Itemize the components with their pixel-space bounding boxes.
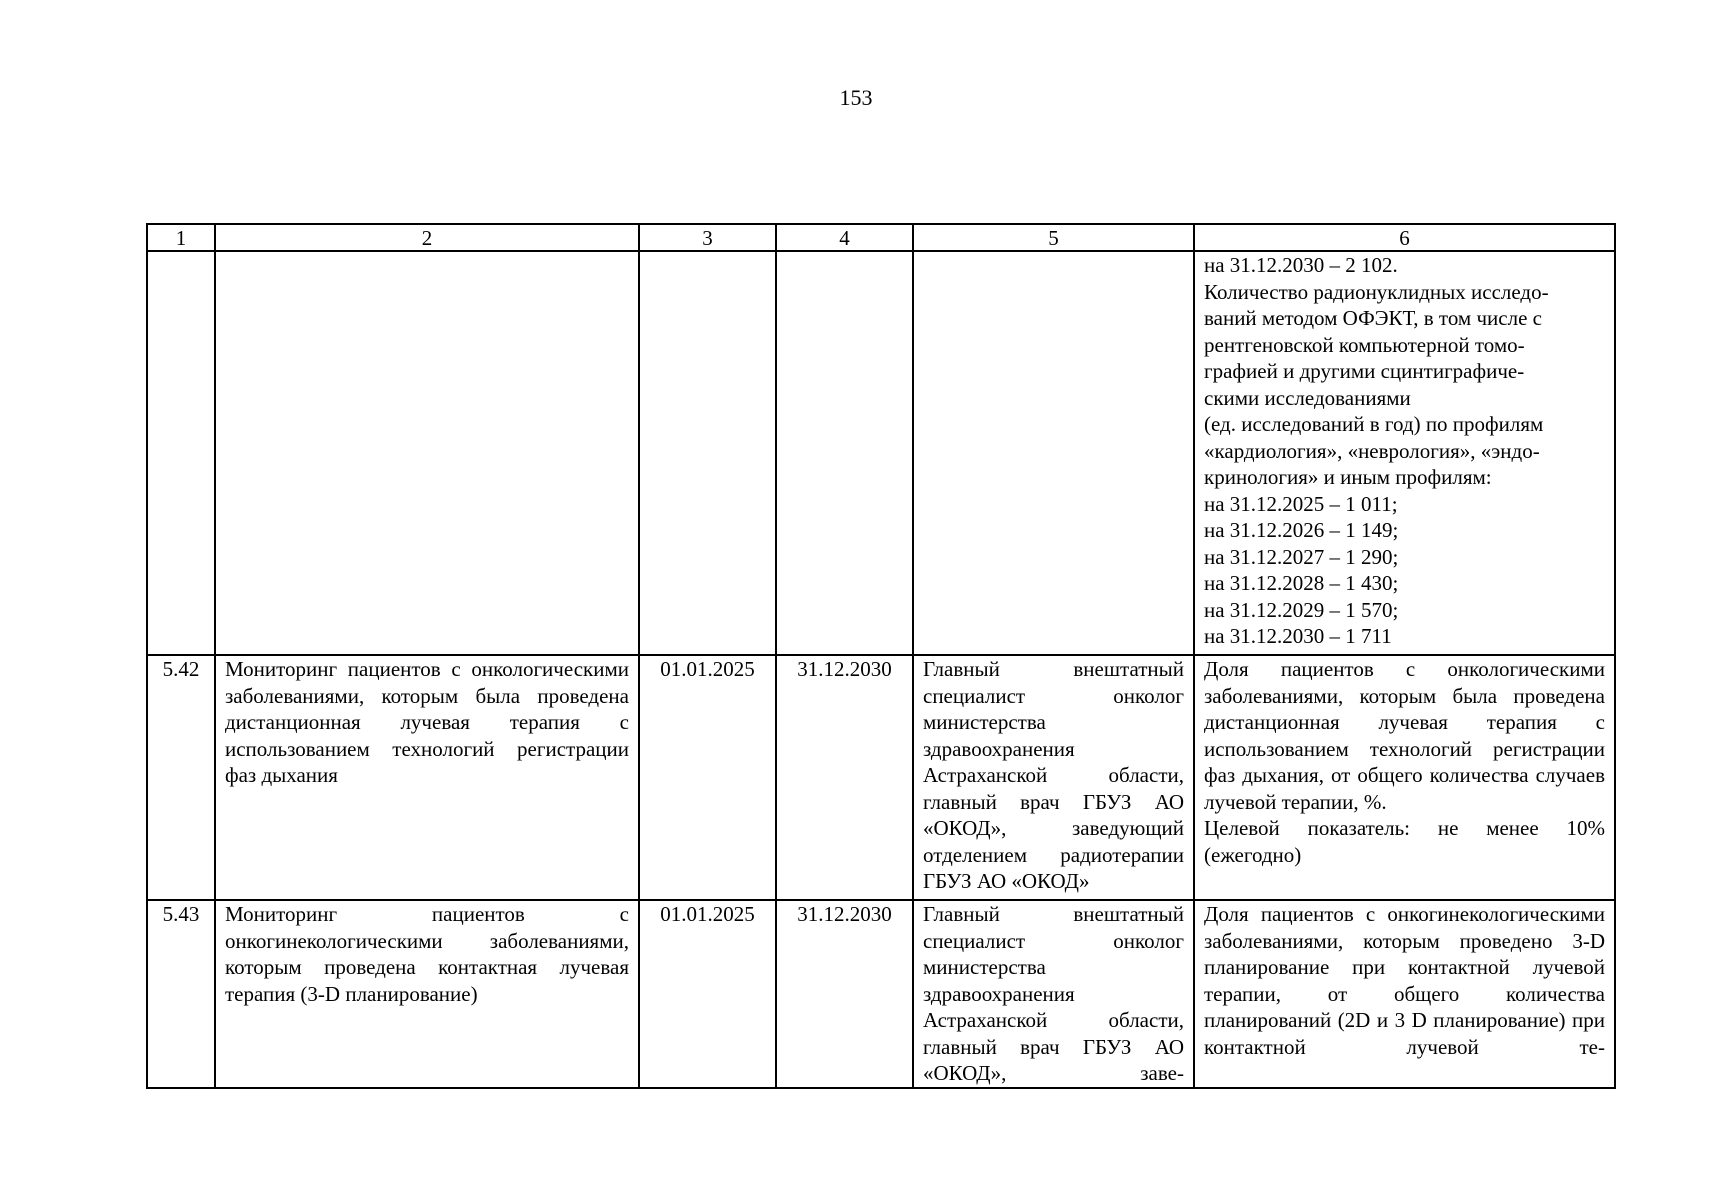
responsible-cell [913,251,1194,655]
end-date-cell: 31.12.2030 [776,900,913,1088]
table-header-row [147,224,1615,251]
start-date-cell: 01.01.2025 [639,900,776,1088]
activity-cell [215,251,639,655]
row-number [147,251,215,655]
table-row [147,251,1615,655]
column-header: 6 [1194,224,1615,251]
responsible-cell: Главный внештатный специалист онколог министерства здравоохранения Астраханской области, главный врач ГБУЗ АО «ОКОД», заве- [913,900,1194,1088]
page-number: 153 [839,85,873,110]
row-number: 5.42 [147,655,215,900]
responsible-cell: Главный внештатный специалист онколог министерства здравоохранения Астраханской области, главный врач ГБУЗ АО «ОКОД», заведующий отделением радиотерапии ГБУЗ АО «ОКОД» [913,655,1194,900]
measures-table [146,223,1616,1089]
column-header: 5 [913,224,1194,251]
activity-cell: Мониторинг пациентов с онкогинекологическими заболеваниями, которым проведена контактная лучевая терапия (3-D планирование) [215,900,639,1088]
column-header: 2 [215,224,639,251]
indicator-cell: Доля пациентов с онкологическими заболеваниями, которым была проведена дистанционная лучевая терапия с использованием технологий регистрации фаз дыхания, от общего количества случаев лучевой терапии, %. Целевой показатель: не менее 10% (ежегодно) [1194,655,1615,900]
indicator-cell: на 31.12.2030 – 2 102. Количество радионуклидных исследо- ваний методом ОФЭКТ, в том числе с рентгеновской компьютерной томо- графией и другими сцинтиграфиче- скими исследованиями (ед. исследований в год) по профилям «кардиология», «неврология», «эндо- кринология» и иным профилям: на 31.12.2025 – 1 011; на 31.12.2026 – 1 149; на 31.12.2027 – 1 290; на 31.12.2028 – 1 430; на 31.12.2029 – 1 570; на 31.12.2030 – 1 711 [1194,251,1615,655]
indicator-cell: Доля пациентов с онкогинекологическими заболеваниями, которым проведено 3-D планирование при контактной лучевой терапии, от общего количества планирований (2D и 3 D планирование) при контактной лучевой те- [1194,900,1615,1088]
column-header: 4 [776,224,913,251]
column-header: 1 [147,224,215,251]
table-row [147,655,1615,900]
row-number: 5.43 [147,900,215,1088]
table-row [147,900,1615,1088]
activity-cell: Мониторинг пациентов с онкологическими заболеваниями, которым была проведена дистанционная лучевая терапия с использованием технологий регистрации фаз дыхания [215,655,639,900]
end-date-cell: 31.12.2030 [776,655,913,900]
start-date-cell [639,251,776,655]
end-date-cell [776,251,913,655]
start-date-cell: 01.01.2025 [639,655,776,900]
column-header: 3 [639,224,776,251]
